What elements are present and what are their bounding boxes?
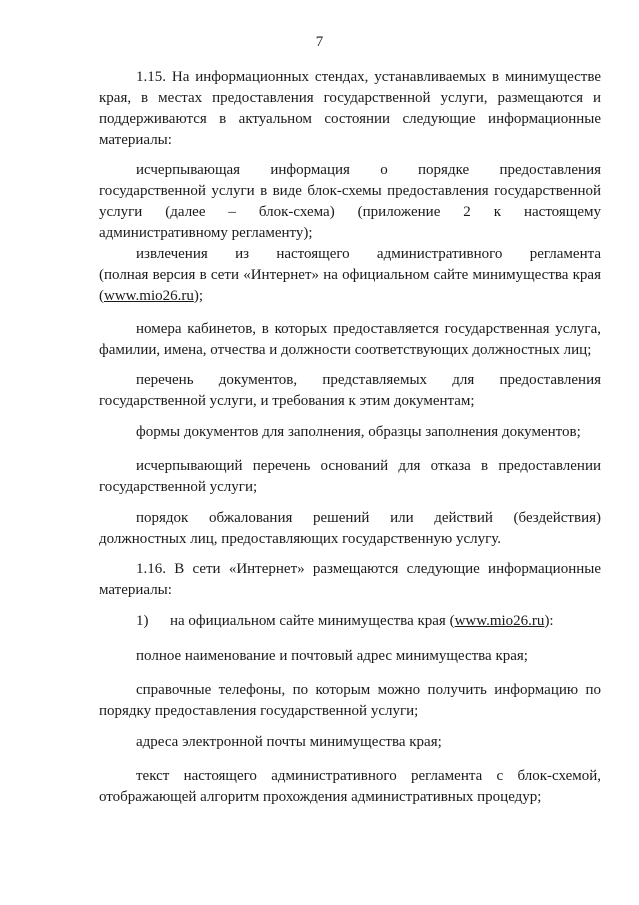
item-line [99, 286, 601, 307]
item-line: извлечения из настоящего административного регламента [136, 246, 601, 262]
intro-line: 1.16. В сети «Интернет» размещаются следующие информационные [136, 561, 601, 577]
item-line: государственной услуги в виде блок-схемы предоставления государственной [99, 183, 601, 199]
list-item [99, 319, 601, 361]
list-item: полное наименование и почтовый адрес минимущества края; [136, 648, 528, 664]
item-line: порядку предоставления государственной услуги; [99, 703, 419, 719]
list-item: адреса электронной почты минимущества края; [136, 734, 442, 750]
list-item [99, 160, 601, 244]
item-line: текст настоящего административного регламента с блок-схемой, [136, 768, 601, 784]
list-item [99, 244, 601, 307]
item-line: исчерпывающий перечень оснований для отказа в предоставлении [136, 458, 601, 474]
website-link[interactable]: www.mio26.ru [104, 288, 194, 304]
list-item [99, 370, 601, 412]
item-line: должностных лиц, предоставляющих государственную услугу. [99, 531, 502, 547]
subsection-text: на официальном сайте минимущества края ( [170, 613, 455, 629]
page-number: 7 [315, 34, 324, 50]
subsection-tail: ): [544, 613, 554, 629]
list-number: 1) [136, 613, 149, 629]
item-line: административному регламенту); [99, 225, 313, 241]
intro-line: материалы: [99, 582, 172, 598]
item-line: государственной услуги, и требования к этим документам; [99, 393, 475, 409]
item-line: исчерпывающая информация о порядке предоставления [136, 162, 601, 178]
website-link[interactable]: www.mio26.ru [454, 613, 545, 629]
item-line: перечень документов, представляемых для предоставления [136, 372, 601, 388]
item-line: отображающей алгоритм прохождения административных процедур; [99, 789, 542, 805]
list-item [99, 680, 601, 722]
list-item: формы документов для заполнения, образцы заполнения документов; [136, 424, 581, 440]
item-line: справочные телефоны, по которым можно получить информацию по [136, 682, 601, 698]
item-line: услуги (далее – блок-схема) (приложение 2 к настоящему [99, 204, 601, 220]
item-line: фамилии, имена, отчества и должности соответствующих должностных лиц; [99, 342, 592, 358]
item-line: порядок обжалования решений или действий (бездействия) [136, 510, 601, 526]
item-tail: ); [193, 288, 204, 304]
list-item [99, 456, 601, 498]
list-item [99, 508, 601, 550]
section-1-16-intro [99, 559, 601, 601]
item-line: номера кабинетов, в которых предоставляется государственная услуга, [136, 321, 601, 337]
subsection-1 [99, 611, 601, 632]
item-line: (полная версия в сети «Интернет» на официальном сайте минимущества края [99, 267, 601, 283]
item-line: государственной услуги; [99, 479, 258, 495]
list-item [99, 766, 601, 808]
paren-open: ( [99, 288, 104, 304]
section-1-15-intro: 1.15. На информационных стендах, устанавливаемых в минимуществе края, в местах предоставления государственной услуги, размещаются и поддерживаются в актуальном состоянии следующие информационные материалы: [99, 69, 601, 148]
